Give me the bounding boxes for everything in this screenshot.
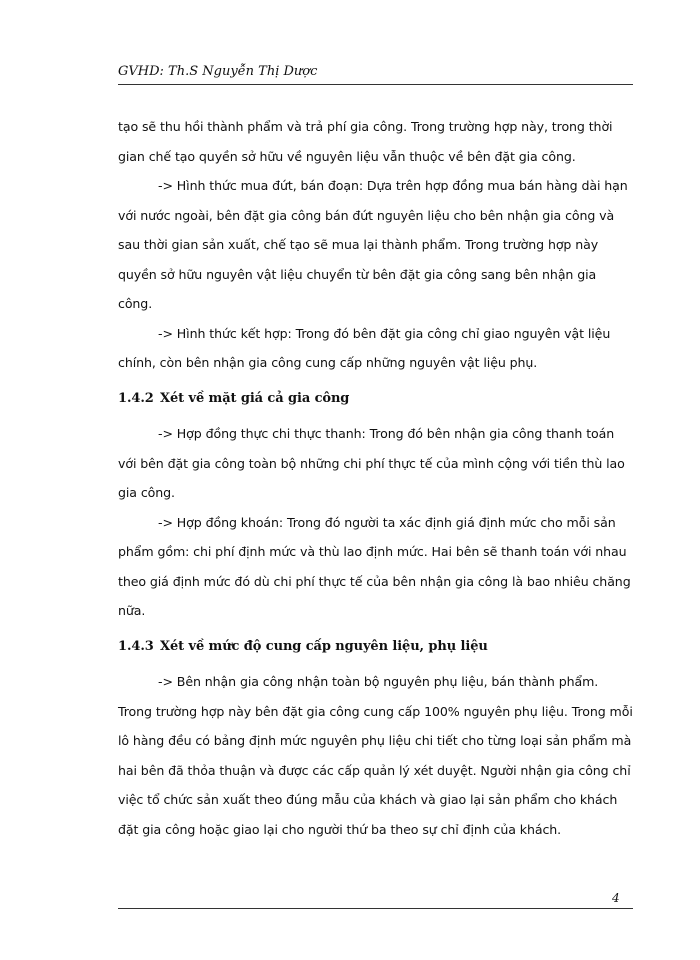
- paragraph: -> Hình thức kết hợp: Trong đó bên đặt gia công chỉ giao nguyên vật liệu chính, còn bên nhận gia công cung cấp những nguyên vật liệu phụ.: [118, 325, 611, 370]
- paragraph: -> Hợp đồng thực chi thực thanh: Trong đó bên nhận gia công thanh toán với bên đặt gia công toàn bộ những chi phí thực tế của mình cộng với tiền thù lao gia công.: [118, 426, 625, 500]
- document-body: [118, 112, 633, 844]
- section-title: Xét về mặt giá cả gia công: [160, 390, 350, 406]
- paragraph: tạo sẽ thu hồi thành phẩm và trả phí gia công. Trong trường hợp này, trong thời gian chế tạo quyền sở hữu về nguyên liệu vẫn thuộc về bên đặt gia công.: [118, 119, 613, 164]
- section-heading-1-4-2: [118, 384, 633, 414]
- section-number: 1.4.2: [118, 390, 154, 406]
- footer-divider: [118, 908, 633, 909]
- page-number: 4: [612, 891, 620, 905]
- section-heading-1-4-3: [118, 632, 633, 662]
- page-header: [118, 64, 633, 85]
- section-title: Xét về mức độ cung cấp nguyên liệu, phụ liệu: [160, 638, 488, 654]
- paragraph: -> Hình thức mua đứt, bán đoạn: Dựa trên hợp đồng mua bán hàng dài hạn với nước ngoài, bên đặt gia công bán đứt nguyên liệu cho bên nhận gia công và sau thời gian sản xuất, chế tạo sẽ mua lại thành phẩm. Trong trường hợp này quyền sở hữu nguyên vật liệu chuyển từ bên đặt gia công sang bên nhận gia công.: [118, 178, 628, 311]
- header-text: GVHD: Th.S Nguyễn Thị Dược: [118, 64, 318, 79]
- section-number: 1.4.3: [118, 638, 154, 654]
- paragraph: -> Bên nhận gia công nhận toàn bộ nguyên phụ liệu, bán thành phẩm. Trong trường hợp này bên đặt gia công cung cấp 100% nguyên phụ liệu. Trong mỗi lô hàng đều có bảng định mức nguyên phụ liệu chi tiết cho từng loại sản phẩm mà hai bên đã thỏa thuận và được các cấp quản lý xét duyệt. Người nhận gia công chỉ việc tổ chức sản xuất theo đúng mẫu của khách và giao lại sản phẩm cho khách đặt gia công hoặc giao lại cho người thứ ba theo sự chỉ định của khách.: [118, 674, 633, 837]
- paragraph: -> Hợp đồng khoán: Trong đó người ta xác định giá định mức cho mỗi sản phẩm gồm: chi phí định mức và thù lao định mức. Hai bên sẽ thanh toán với nhau theo giá định mức đó dù chi phí thực tế của bên nhận gia công là bao nhiêu chăng nữa.: [118, 514, 631, 618]
